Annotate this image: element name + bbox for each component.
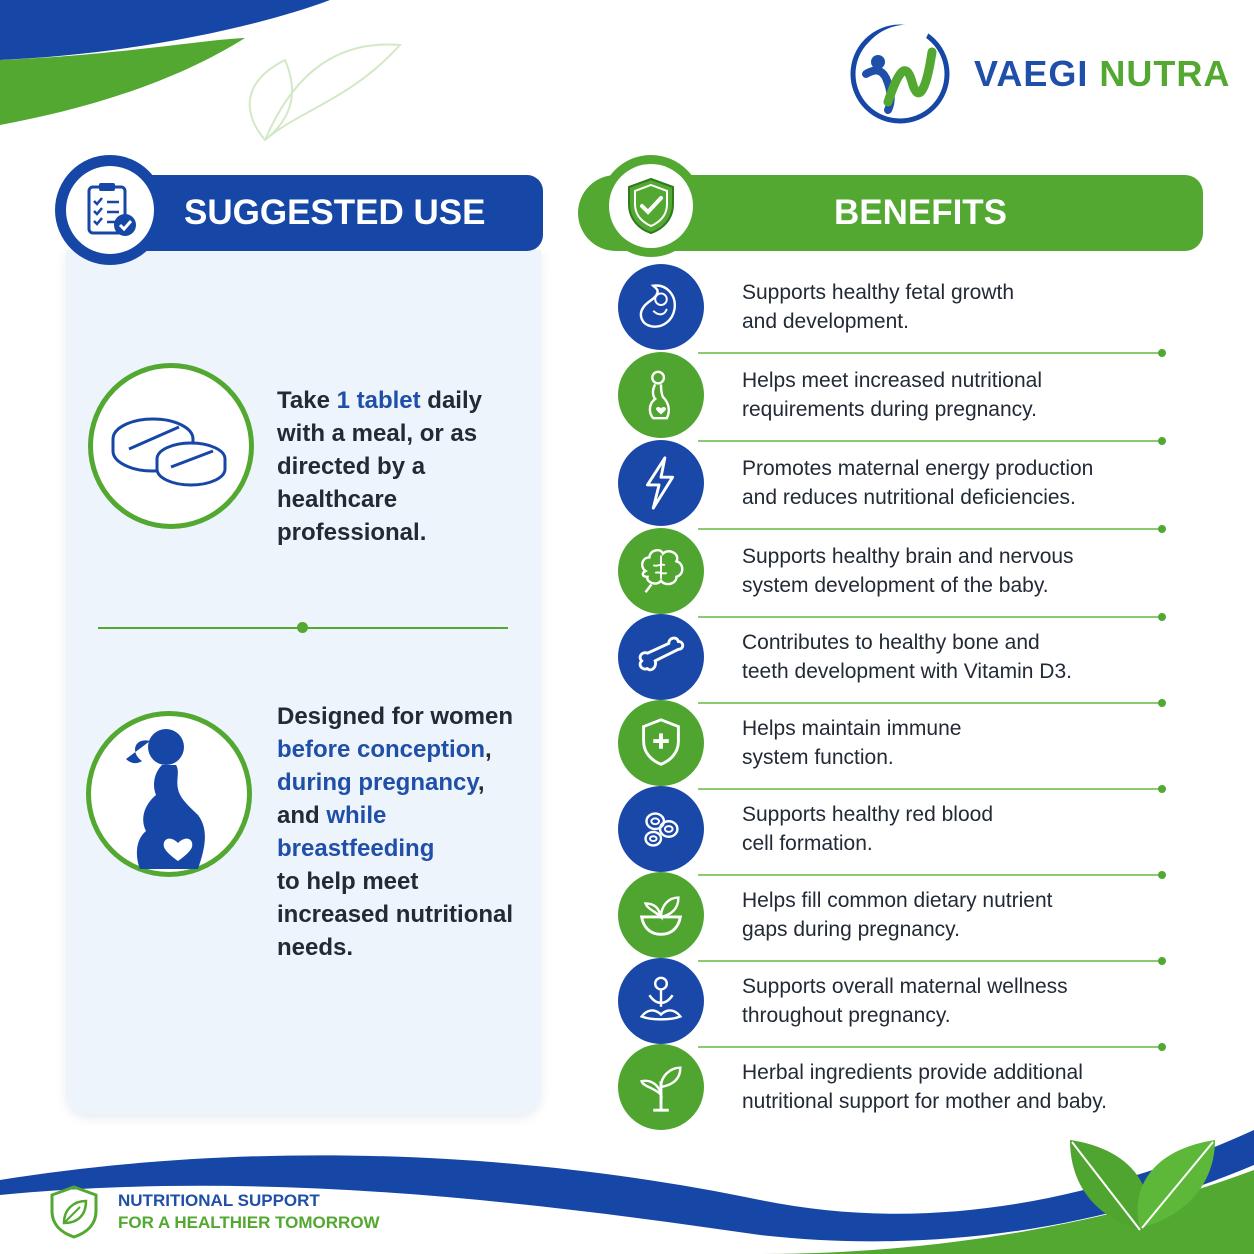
brain-icon (632, 542, 690, 600)
benefit-item (618, 958, 1178, 1044)
shield-plus-icon (632, 714, 690, 772)
footer-tagline (48, 1185, 380, 1239)
tablets-icon (109, 401, 233, 491)
footer-line1: NUTRITIONAL SUPPORT (118, 1191, 320, 1210)
dosage-highlight: 1 tablet (336, 387, 421, 414)
benefit-icon-circle (618, 528, 704, 614)
benefit-item (618, 614, 1178, 700)
shield-leaf-icon (48, 1185, 100, 1239)
benefit-icon-circle (618, 786, 704, 872)
benefit-text-line2: and reduces nutritional deficiencies. (742, 486, 1076, 509)
bone-icon (632, 628, 690, 686)
benefit-item (618, 786, 1178, 872)
pregnant-woman-icon (632, 366, 690, 424)
benefit-icon-circle (618, 872, 704, 958)
benefit-icon-circle (618, 352, 704, 438)
benefit-item (618, 872, 1178, 958)
benefit-icon-circle (618, 440, 704, 526)
benefit-text-line1: Promotes maternal energy production (742, 457, 1094, 480)
benefit-item (618, 1044, 1178, 1130)
benefit-item (618, 264, 1178, 350)
brand-name-part2: NUTRA (1099, 53, 1231, 94)
brand-logo (848, 22, 1230, 126)
sprout-icon (632, 1058, 690, 1116)
benefit-item (618, 352, 1178, 438)
benefit-icon-circle (618, 700, 704, 786)
benefit-text-line1: Contributes to healthy bone and (742, 631, 1040, 654)
benefit-icon-circle (618, 264, 704, 350)
meditation-icon (632, 972, 690, 1030)
benefit-item (618, 440, 1178, 526)
benefit-text-line2: system function. (742, 746, 894, 769)
benefit-text-line1: Herbal ingredients provide additional (742, 1061, 1083, 1084)
bowl-leaf-icon (632, 886, 690, 944)
brand-name (974, 53, 1230, 95)
benefit-text-line1: Supports overall maternal wellness (742, 975, 1068, 998)
dosage-text: Take 1 tablet daily with a meal, or as directed by a healthcare professional. (277, 387, 482, 546)
tablets-circle (88, 363, 254, 529)
benefit-text (742, 886, 1052, 944)
benefit-text-line2: gaps during pregnancy. (742, 918, 960, 941)
audience-text: Designed for women before conception, during pregnancy, and while breastfeeding to help meet increased nutritional needs. (277, 703, 514, 961)
brand-name-part1: VAEGI (974, 53, 1089, 94)
benefit-text-line2: teeth development with Vitamin D3. (742, 660, 1072, 683)
benefit-text (742, 454, 1093, 512)
benefit-text-line1: Supports healthy red blood (742, 803, 994, 826)
benefit-text (742, 972, 1068, 1030)
benefit-text-line1: Supports healthy fetal growth (742, 281, 1014, 304)
clipboard-check-icon (79, 179, 141, 241)
lightning-icon (632, 454, 690, 512)
benefits-badge (600, 155, 702, 257)
benefit-text-line2: nutritional support for mother and baby. (742, 1090, 1107, 1113)
benefit-text (742, 542, 1074, 600)
benefit-text-line2: requirements during pregnancy. (742, 398, 1037, 421)
benefit-text-line2: and development. (742, 310, 909, 333)
shield-check-icon (623, 176, 679, 236)
suggested-use-title: SUGGESTED USE (184, 193, 486, 232)
benefit-text-line2: throughout pregnancy. (742, 1004, 951, 1027)
benefits-title: BENEFITS (833, 193, 1008, 232)
benefit-text-line1: Helps maintain immune (742, 717, 962, 740)
benefit-text-line1: Supports healthy brain and nervous (742, 545, 1074, 568)
benefit-text (742, 628, 1072, 686)
benefit-text-line2: cell formation. (742, 832, 873, 855)
benefit-text-line2: system development of the baby. (742, 574, 1049, 597)
benefit-text (742, 1058, 1107, 1116)
fetus-icon (632, 278, 690, 336)
benefit-text-line1: Helps meet increased nutritional (742, 369, 1042, 392)
benefit-icon-circle (618, 958, 704, 1044)
benefit-icon-circle (618, 1044, 704, 1130)
logo-mark-icon (848, 22, 952, 126)
benefit-item (618, 528, 1178, 614)
benefit-text (742, 800, 993, 858)
benefit-item (618, 700, 1178, 786)
footer-line2: FOR A HEALTHIER TOMORROW (118, 1213, 380, 1232)
benefit-text (742, 366, 1042, 424)
benefit-text (742, 714, 961, 772)
pregnant-woman-circle (86, 711, 252, 877)
benefit-icon-circle (618, 614, 704, 700)
suggested-use-badge (55, 155, 165, 265)
section-divider-dot (297, 622, 308, 633)
benefit-text-line1: Helps fill common dietary nutrient (742, 889, 1053, 912)
blood-cells-icon (632, 800, 690, 858)
pregnant-woman-icon (114, 719, 224, 869)
benefit-text (742, 278, 1014, 336)
